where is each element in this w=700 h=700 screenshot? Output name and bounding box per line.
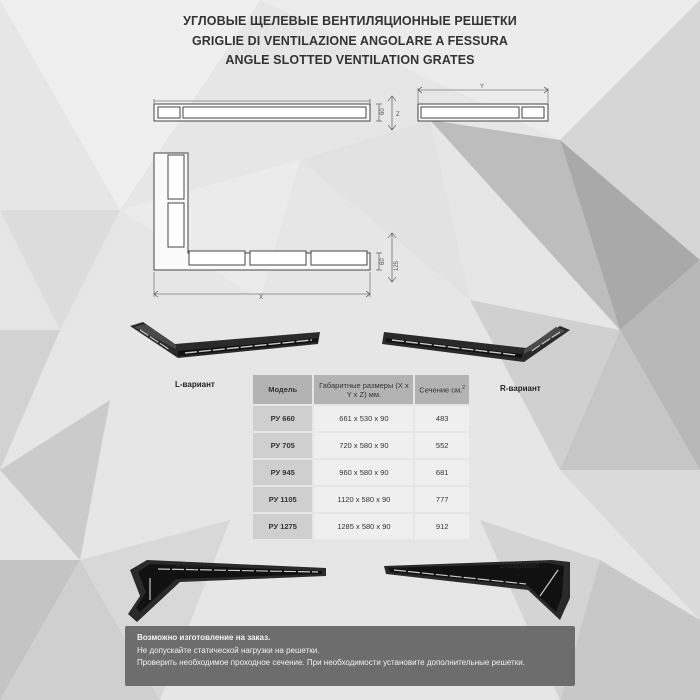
dim-y: Y (480, 84, 485, 90)
label-l-variant-bottom: L-вариант (500, 561, 540, 570)
dim-60-top: 60 (380, 108, 386, 115)
table-header-row (253, 375, 469, 404)
cell-model: РУ 1105 (253, 487, 312, 512)
header-size: Габаритные размеры (X x Y x Z) мм. (314, 375, 413, 404)
cell-size: 720 x 580 x 90 (314, 433, 413, 458)
cell-model: РУ 1275 (253, 514, 312, 539)
header-section-text: Сечение см. (419, 385, 463, 395)
grate-image-r-bottom (128, 560, 326, 622)
cell-model: РУ 705 (253, 433, 312, 458)
label-l-variant-top: L-вариант (175, 380, 215, 389)
table-row (253, 460, 469, 485)
title-line-it: GRIGLIE DI VENTILAZIONE ANGOLARE A FESSURA (191, 33, 509, 48)
dim-z: Z (396, 112, 400, 118)
notice-no-load: Не допускайте статической нагрузки на решетки. (137, 645, 320, 655)
cell-model: РУ 945 (253, 460, 312, 485)
table-row (253, 433, 469, 458)
label-r-variant-top: R-вариант (500, 384, 541, 393)
notice-check-section: Проверить необходимое проходное сечение. При необходимости установите дополнительные решетки. (137, 658, 525, 668)
table-row (253, 487, 469, 512)
header-section: Сечение см.$^2$ (415, 375, 469, 404)
cell-size: 1120 x 580 x 90 (314, 487, 413, 512)
table-row (253, 514, 469, 539)
title-line-en: ANGLE SLOTTED VENTILATION GRATES (225, 53, 475, 67)
grate-image-l-top (130, 322, 320, 358)
title-line-ru: УГЛОВЫЕ ЩЕЛЕВЫЕ ВЕНТИЛЯЦИОННЫЕ РЕШЕТКИ (183, 14, 517, 28)
cell-size: 960 x 580 x 90 (314, 460, 413, 485)
cell-section: 912 (415, 514, 469, 539)
notice-custom-order: Возможно изготовление на заказ. (137, 633, 271, 642)
notice-box (125, 626, 575, 686)
spec-table (251, 373, 471, 541)
label-r-variant-bottom: R-вариант (176, 561, 217, 570)
cell-section: 777 (415, 487, 469, 512)
dim-125: 125 (394, 260, 400, 271)
dim-60-plan: 60 (380, 258, 386, 265)
header-model: Модель (253, 375, 312, 404)
cell-model: РУ 660 (253, 406, 312, 431)
table-row (253, 406, 469, 431)
plan-view-drawing (154, 153, 396, 297)
cell-section: 681 (415, 460, 469, 485)
grate-image-r-top (382, 326, 570, 362)
cell-size: 661 x 530 x 90 (314, 406, 413, 431)
cell-section: 483 (415, 406, 469, 431)
dim-x: X (259, 295, 264, 301)
side-view-drawing (154, 96, 396, 130)
end-view-drawing (418, 87, 548, 121)
grate-image-l-bottom (384, 560, 570, 620)
cell-section: 552 (415, 433, 469, 458)
cell-size: 1285 x 580 x 90 (314, 514, 413, 539)
